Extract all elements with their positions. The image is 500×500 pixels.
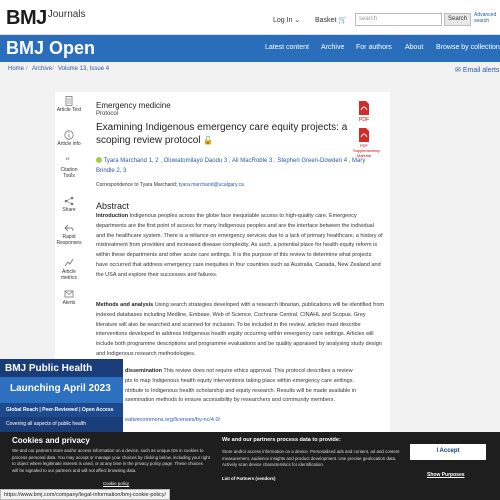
tool-alerts[interactable] — [55, 289, 83, 306]
pdf-icon — [358, 101, 370, 115]
reply-icon — [64, 223, 74, 233]
ethics-text: pts to map Indigenous health equity interventions taking place within emergency care settings. — [125, 377, 354, 384]
breadcrumb-home[interactable]: Home — [8, 66, 25, 72]
tool-article-text[interactable] — [55, 96, 83, 113]
tool-label: Citation Tools — [60, 167, 78, 179]
ad-tags: Global Reach | Peer-Reviewed | Open Access — [0, 403, 123, 417]
envelope-icon — [64, 289, 74, 299]
cookie-title: Cookies and privacy — [12, 436, 90, 445]
basket-label: Basket — [315, 17, 337, 24]
vendors-link[interactable]: List of Partners (vendors) — [222, 476, 276, 481]
tool-citation-tools[interactable] — [55, 156, 83, 179]
quote-icon — [64, 156, 74, 166]
nav-archive[interactable]: Archive — [321, 44, 345, 51]
ethics-text: ssemination methods to ensure accessibility by researchers and community members. — [125, 397, 336, 404]
abstract-introduction — [96, 212, 384, 281]
author-list — [96, 156, 381, 176]
article-title — [96, 121, 376, 147]
methods-label: Methods and analysis — [96, 302, 154, 308]
supplementary-pdf-link[interactable] — [353, 128, 380, 158]
status-bar-url: https://www.bmj.com/company/legal-information/bmj-cookie-policy/ — [0, 489, 170, 500]
document-icon — [64, 96, 74, 106]
tool-label: Article metrics — [60, 269, 78, 281]
nav-for-authors[interactable]: For authors — [356, 44, 392, 51]
cookie-purposes-title: We and our partners process data to provide: — [222, 437, 341, 443]
tool-label: Rapid Responses — [56, 234, 82, 246]
bmj-journals-logo[interactable] — [6, 8, 86, 28]
cookie-purposes-body: Store and/or access information on a device. Personalised ads and content, ad and content measurement, audience insights and product development. Use precise geolocation data. Actively scan device characteristics for identification. — [222, 449, 400, 468]
intro-text: Indigenous peoples across the globe face inequitable access to high-quality care. Emergency departments are the first point of access for many Indigenous peoples and are the interface between the individual and the healthcare system. There is a reliance on emergency services due to a lack of primary healthcare, a history of mistreatment from providers and increased disease complexity. As such, a potential place for health equity reform is within these departments and other acute care settings. It is the purpose of this review to determine what projects have occurred that address emergency care inequities in four countries such as Australia, Canada, New Zealand and the USA and explore their successes and failures. — [96, 213, 383, 278]
orcid-icon[interactable] — [96, 157, 102, 163]
license-link[interactable]: eativecommons.org/licenses/by-nc/4.0/ — [125, 417, 221, 423]
tool-label: Share — [62, 207, 76, 213]
ethics-text: ntribute to Indigenous health scholarship and equity research. Results will be made available in — [125, 387, 357, 394]
tool-label: Alerts — [62, 300, 76, 306]
abstract-ethics — [125, 367, 385, 406]
nav-latest-content[interactable]: Latest content — [265, 44, 309, 51]
correspondence-label: Correspondence to Tyara Marchand; — [96, 182, 178, 188]
article-section[interactable]: Emergency medicine — [96, 101, 171, 110]
pdf-label: PDF — [359, 117, 369, 123]
breadcrumb-separator: / — [52, 66, 54, 72]
share-icon — [64, 196, 74, 206]
chart-line-icon — [64, 258, 74, 268]
tool-label: Article info — [57, 141, 81, 147]
accept-cookies-button[interactable]: I Accept — [410, 444, 486, 460]
search-input[interactable]: search — [355, 13, 442, 26]
article-type: Protocol — [96, 111, 119, 117]
bmj-public-health-ad[interactable] — [0, 359, 123, 432]
breadcrumb-archive[interactable]: Archive — [32, 66, 53, 72]
correspondence-email-link[interactable]: tyara.marchand@ucalgary.ca — [178, 182, 244, 188]
abstract-heading: Abstract — [96, 201, 130, 211]
tool-rapid-responses[interactable] — [55, 223, 83, 246]
intro-label: Introduction — [96, 213, 129, 219]
pdf-download-link[interactable] — [357, 101, 371, 123]
nav-about[interactable]: About — [405, 44, 424, 51]
cookie-policy-link[interactable]: Cookie policy — [103, 481, 130, 486]
info-icon — [64, 130, 74, 140]
breadcrumb-separator: / — [26, 66, 28, 72]
cart-icon: 🛒 — [338, 17, 348, 24]
email-alerts-label: Email alerts — [462, 67, 500, 74]
envelope-icon: ✉ — [455, 67, 461, 74]
show-purposes-link[interactable]: Show Purposes — [427, 472, 465, 478]
pdf-icon — [358, 128, 370, 142]
tool-label: Article Text — [56, 107, 82, 113]
journal-header — [0, 35, 500, 62]
ethics-label: dissemination — [125, 368, 162, 374]
journal-title[interactable]: BMJ Open — [6, 38, 96, 58]
site-topbar — [0, 0, 500, 35]
correspondence — [96, 182, 244, 188]
basket-link[interactable] — [315, 16, 347, 24]
authors-text[interactable]: Tyara Marchand 1, 2 , Oluwatomilayo Daodu 3 , Ali MacRoble 3 , Stephen Green-Dowden 4 , Mary Brindle 2, 3 — [96, 158, 366, 174]
login-link[interactable] — [273, 16, 300, 24]
nav-browse-by-collection[interactable]: Browse by collection — [436, 44, 500, 51]
tool-share[interactable] — [55, 196, 83, 213]
ad-cover-text: Covering all aspects of public health — [6, 421, 87, 427]
logo-journals-text: Journals — [47, 9, 86, 20]
methods-text: Using search strategies developed with a research librarian, publications will be identified from indexed databases including Medline, Embase, Web of Science, Cochrane Central, CINAHL and Scopus. Grey literature will also be searched and scanned for inclusion. To be included in the review, articles must describe interventions developed to address Indigenous health equity occurring within emergency care settings. Articles will include both programme descriptions and programme evaluations and be quality appraised by analysing study design and Indigenous research methodologies. — [96, 302, 384, 357]
advanced-search-link[interactable]: Advanced search — [474, 12, 497, 24]
ad-title: BMJ Public Health — [5, 363, 93, 374]
breadcrumb-issue[interactable]: Volume 13, Issue 4 — [58, 66, 110, 72]
tool-article-info[interactable] — [55, 130, 83, 147]
ethics-text: This review does not require ethics approval. This protocol describes a review — [163, 368, 353, 374]
supplementary-label: PDF Supplementary Material — [353, 143, 380, 158]
logo-bmj-text: BMJ — [6, 7, 47, 29]
ad-launch-text: Launching April 2023 — [10, 383, 111, 394]
tool-article-metrics[interactable] — [55, 258, 83, 281]
chevron-down-icon: ⌄ — [294, 17, 301, 24]
search-button[interactable]: Search — [444, 13, 471, 26]
ad-launch-banner — [0, 377, 123, 403]
abstract-methods — [96, 301, 384, 360]
article-title-text: Examining Indigenous emergency care equity projects: a scoping review protocol — [96, 122, 348, 146]
email-alerts-link[interactable] — [455, 66, 499, 74]
login-label: Log In — [273, 17, 293, 24]
svg-text:”: ” — [65, 157, 71, 166]
open-access-lock-icon: 🔓 — [203, 136, 214, 145]
cookie-body: We and our partners store and/or access information on a device, such as unique IDs in cookies to process personal data. You may accept or manage your choices by clicking below, including your right to object where legitimate interest is used, or at any time in the privacy policy page. These choices will be signaled to our partners and will not affect browsing data. — [12, 448, 210, 473]
